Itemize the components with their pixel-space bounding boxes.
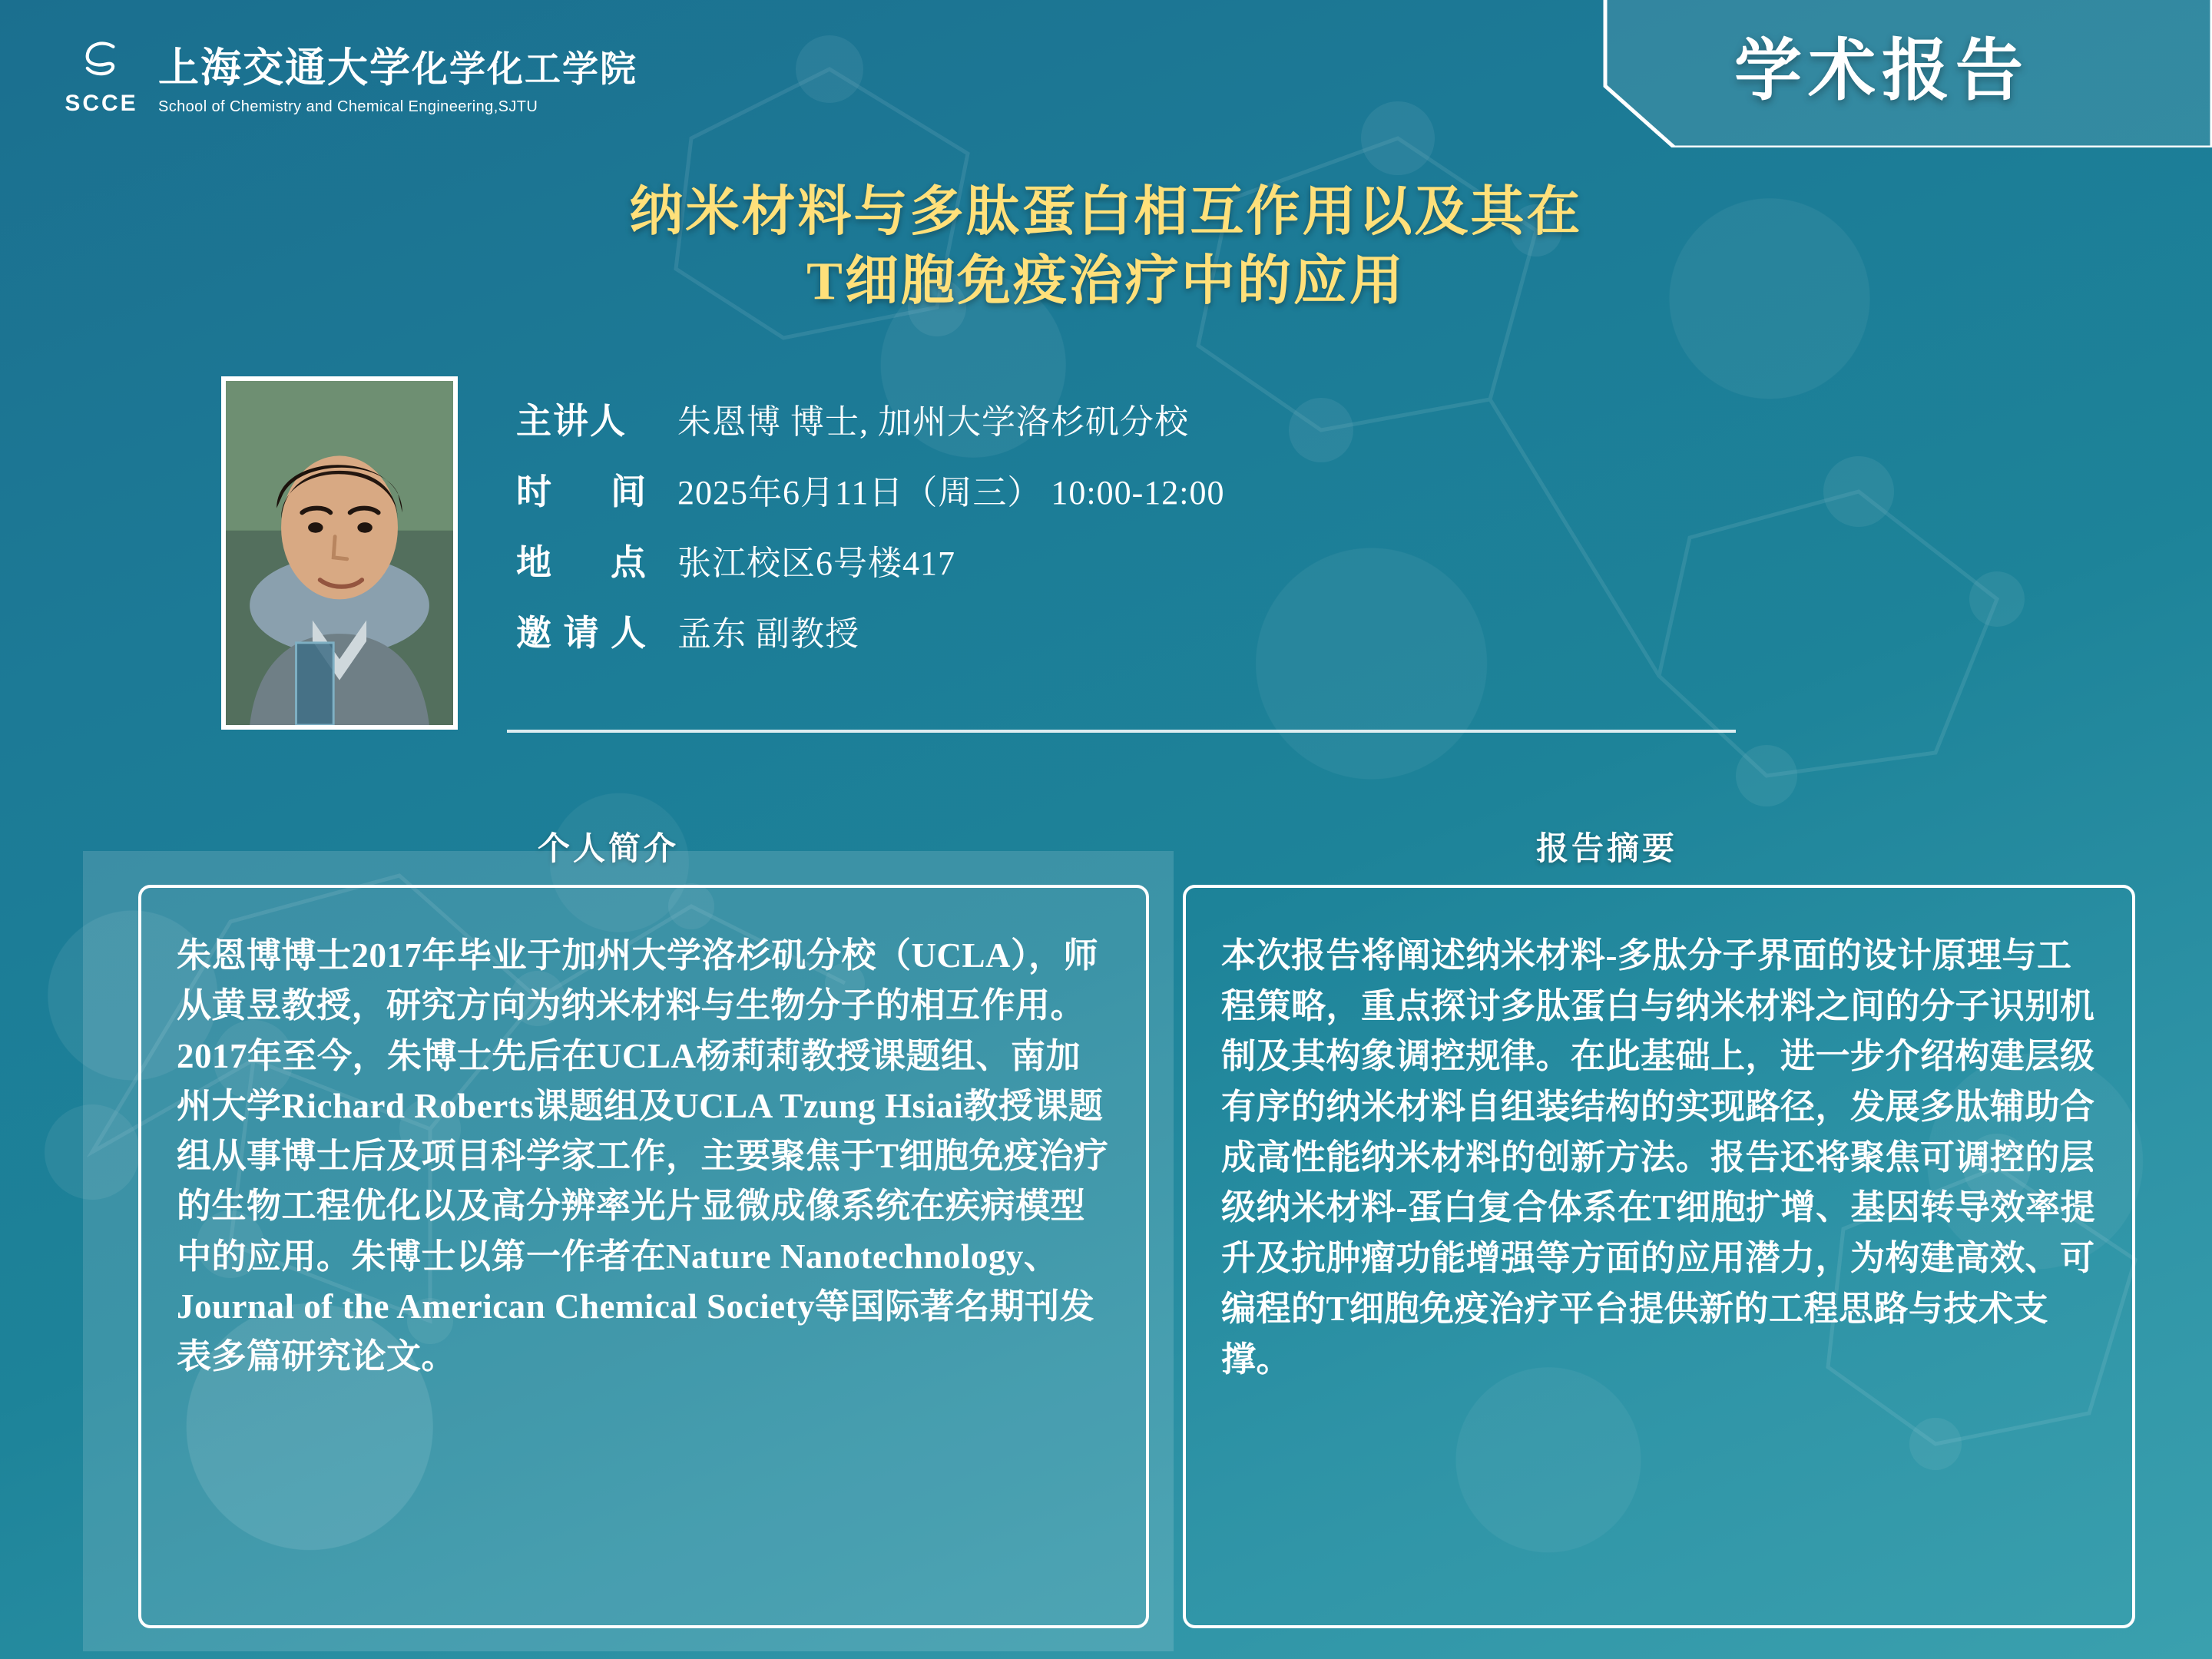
- scce-abbr: SCCE: [65, 91, 138, 116]
- info-value-location: 张江校区6号楼417: [677, 545, 955, 582]
- portrait-illustration-icon: [226, 381, 453, 725]
- title-line-1: 纳米材料与多肽蛋白相互作用以及其在: [629, 183, 1583, 242]
- page-title: [0, 178, 2212, 316]
- info-value-host: 孟东 副教授: [677, 615, 859, 653]
- abstract-text: 本次报告将阐述纳米材料-多肽分子界面的设计原理与工程策略，重点探讨多肽蛋白与纳米材料之间的分子识别机制及其构象调控规律。在此基础上，进一步介绍构建层级有序的纳米材料自组装结构的实现路径，发展多肽辅助合成高性能纳米材料的创新方法。报告还将聚焦可调控的层级纳米材料-蛋白复合体系在T细胞扩增、基因转导效率提升及抗肿瘤功能增强等方面的应用潜力，为构建高效、可编程的T细胞免疫治疗平台提供新的工程思路与技术支撑。: [1221, 936, 2096, 1379]
- info-row-speaker: [516, 393, 1745, 444]
- abstract-panel: [1183, 885, 2135, 1628]
- scce-logo-icon: [60, 34, 143, 117]
- info-label-location: 地 点: [516, 543, 647, 582]
- info-row-location: [516, 535, 1745, 585]
- ribbon-label: 学术报告: [1734, 35, 2029, 109]
- info-label-speaker: 主讲人: [516, 402, 627, 441]
- info-label-time: 时 间: [516, 472, 647, 512]
- logo-title-en: School of Chemistry and Chemical Engineering,SJTU: [158, 98, 538, 115]
- event-info: [516, 393, 1745, 676]
- info-row-host: [516, 605, 1745, 656]
- bio-heading: 个人简介: [538, 832, 680, 867]
- speaker-portrait: [221, 376, 458, 730]
- info-label-host: 邀 请 人: [516, 614, 647, 653]
- info-row-time: [516, 464, 1745, 515]
- scce-emblem-icon: [63, 34, 140, 88]
- logo-title-zh: 上海交通大学化学化工学院: [158, 45, 637, 91]
- info-value-speaker: 朱恩博 博士, 加州大学洛杉矶分校: [677, 403, 1189, 441]
- info-value-time: 2025年6月11日（周三） 10:00-12:00: [677, 474, 1225, 512]
- bio-panel: [138, 885, 1149, 1628]
- section-divider: [507, 730, 1736, 733]
- abstract-heading: 报告摘要: [1536, 832, 1678, 867]
- university-logo: [60, 34, 637, 117]
- title-line-2: T细胞免疫治疗中的应用: [806, 251, 1406, 311]
- bio-text: 朱恩博博士2017年毕业于加州大学洛杉矶分校（UCLA），师从黄昱教授，研究方向为纳米材料与生物分子的相互作用。2017年至今，朱博士先后在UCLA杨莉莉教授课题组、南加州大学Richard Roberts课题组及UCLA Tzung Hsiai教授课题组从事博士后及项目科学家工作，主要聚焦于T细胞免疫治疗的生物工程优化以及高分辨率光片显微成像系统在疾病模型中的应用。朱博士以第一作者在Nature Nanotechnology、Journal of the American Chemical Society等国际著名期刊发表多篇研究论文。: [177, 936, 1109, 1376]
